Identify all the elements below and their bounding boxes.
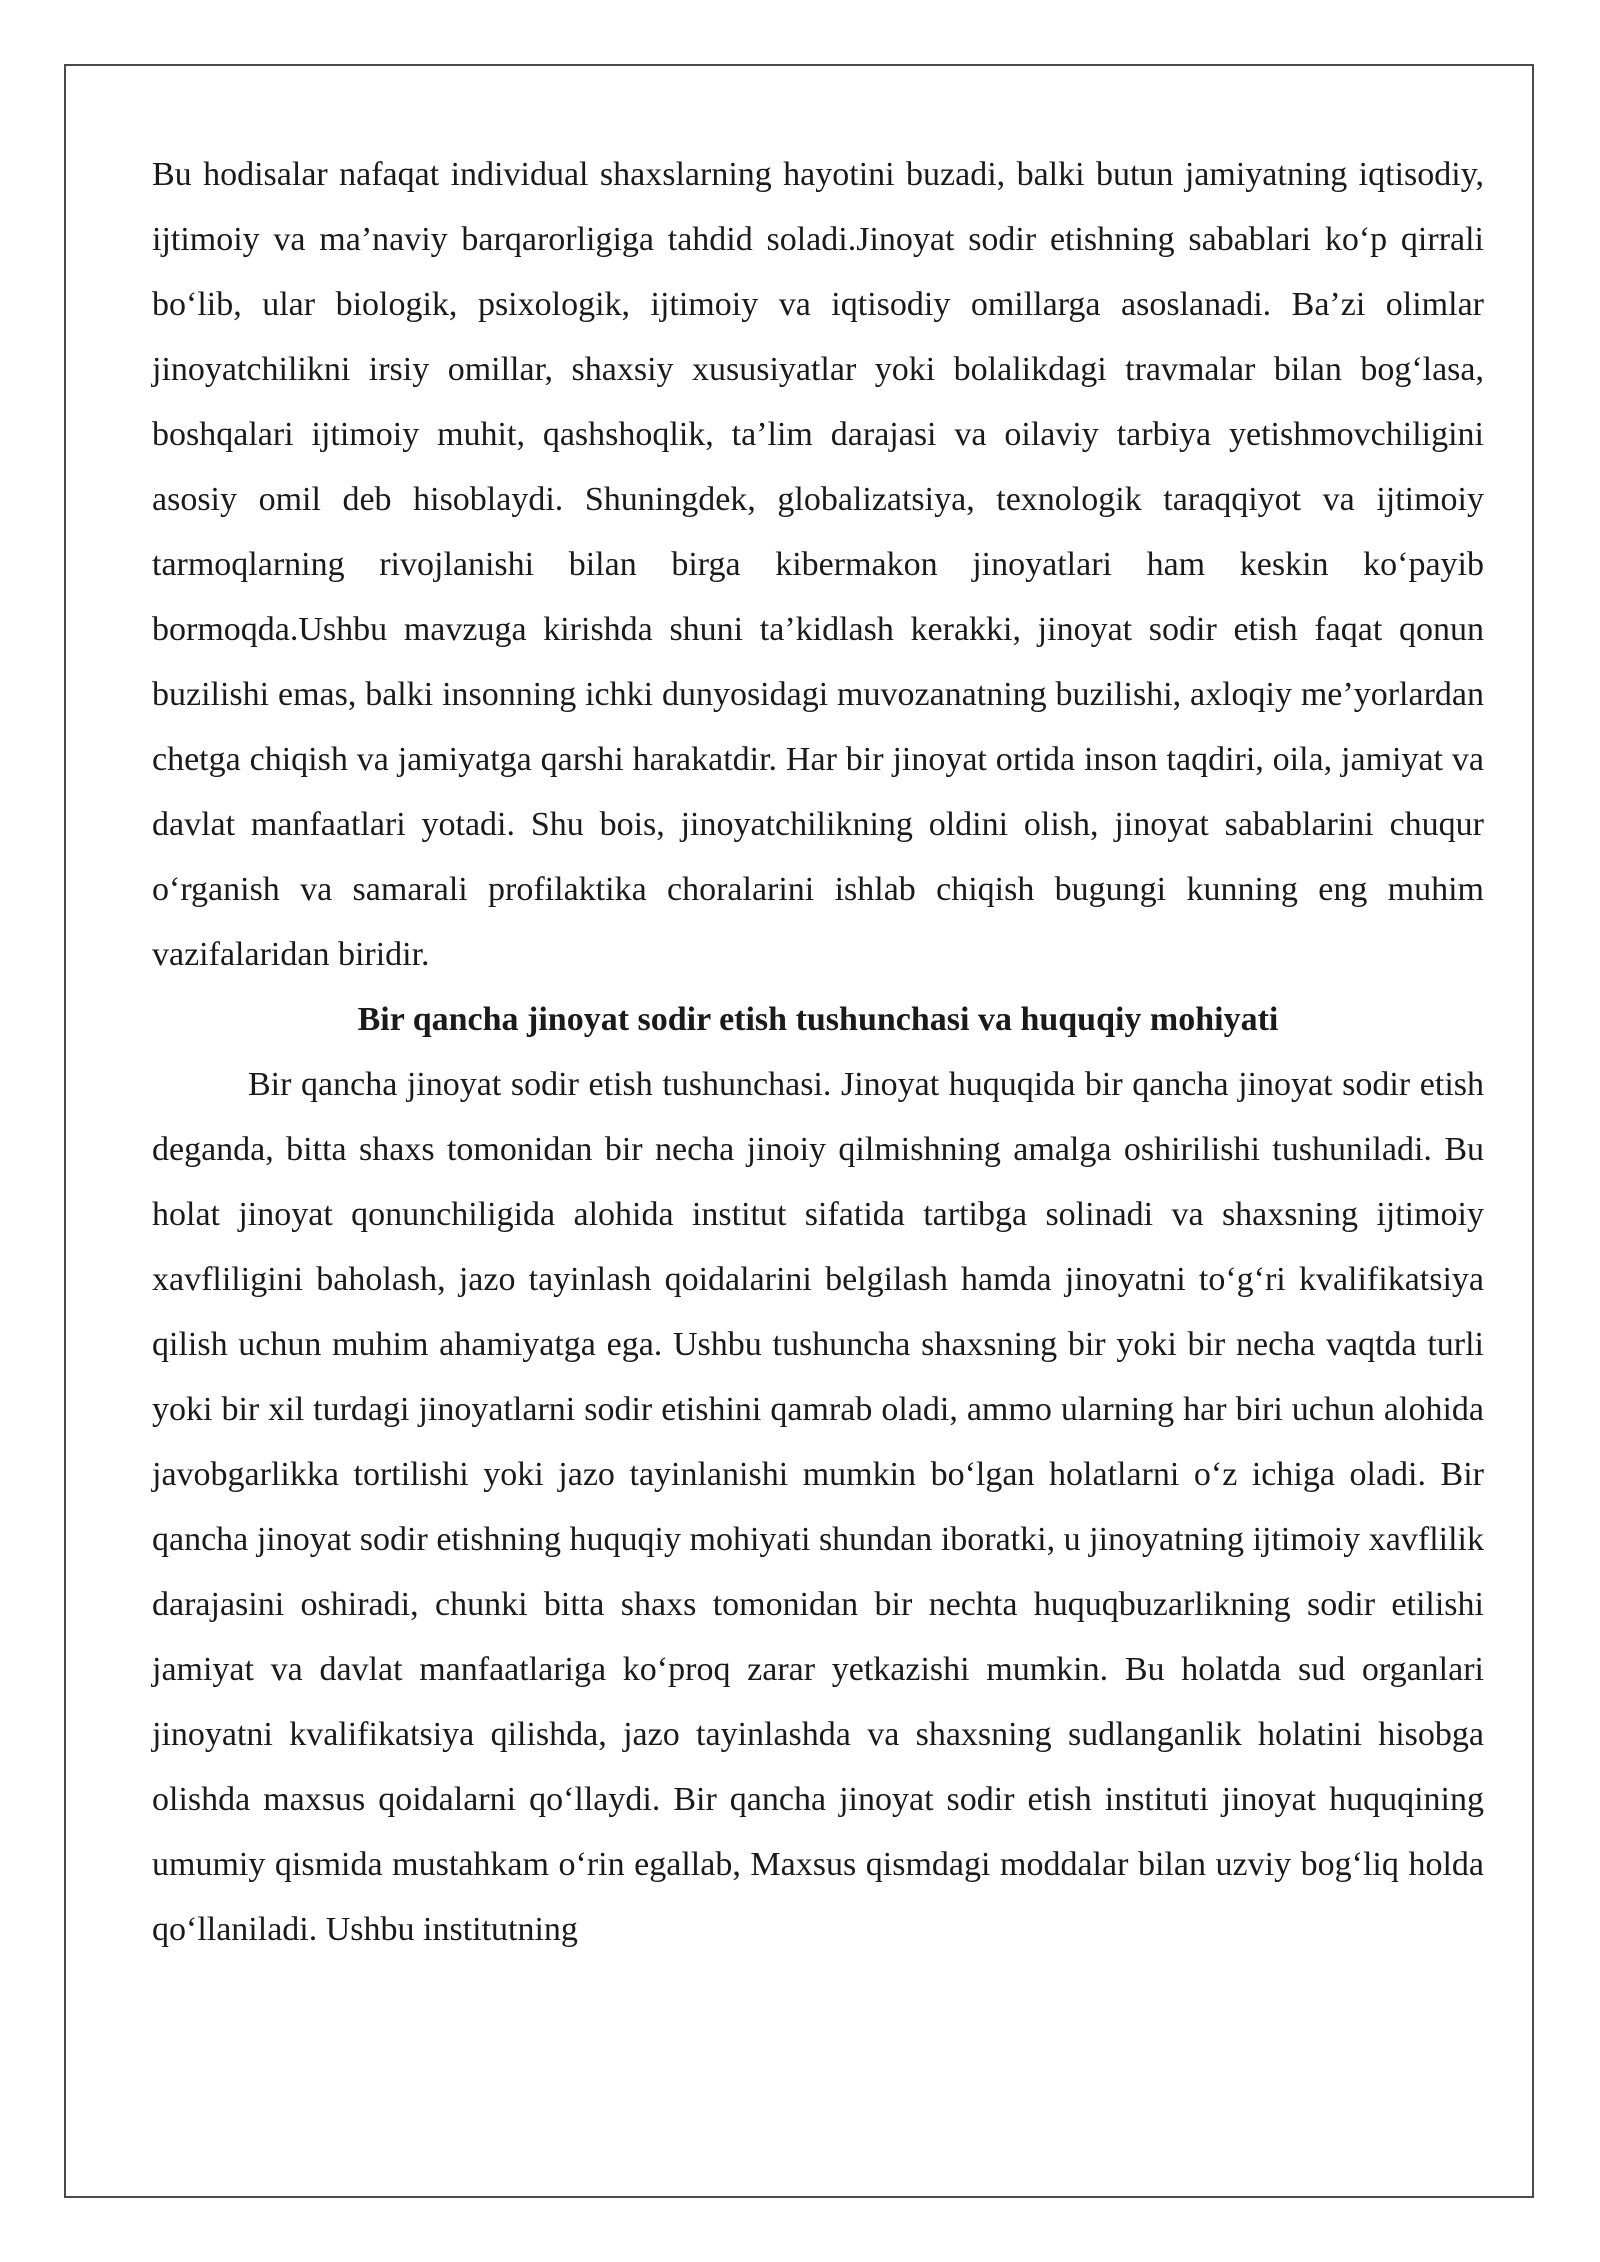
document-body	[152, 142, 1484, 1962]
section-heading: Bir qancha jinoyat sodir etish tushunchasi va huquqiy mohiyati	[357, 1001, 1279, 1038]
body-paragraph-concept: Bir qancha jinoyat sodir etish tushunchasi. Jinoyat huquqida bir qancha jinoyat sodir etish deganda, bitta shaxs tomonidan bir necha jinoiy qilmishning amalga oshirilishi tushuniladi. Bu holat jinoyat qonunchiligida alohida institut sifatida tartibga solinadi va shaxsning ijtimoiy xavfliligini baholash, jazo tayinlash qoidalarini belgilash hamda jinoyatni to‘g‘ri kvalifikatsiya qilish uchun muhim ahamiyatga ega. Ushbu tushuncha shaxsning bir yoki bir necha vaqtda turli yoki bir xil turdagi jinoyatlarni sodir etishini qamrab oladi, ammo ularning har biri uchun alohida javobgarlikka tortilishi yoki jazo tayinlanishi mumkin bo‘lgan holatlarni o‘z ichiga oladi. Bir qancha jinoyat sodir etishning huquqiy mohiyati shundan iboratki, u jinoyatning ijtimoiy xavflilik darajasini oshiradi, chunki bitta shaxs tomonidan bir nechta huquqbuzarlikning sodir etilishi jamiyat va davlat manfaatlariga ko‘proq zarar yetkazishi mumkin. Bu holatda sud organlari jinoyatni kvalifikatsiya qilishda, jazo tayinlashda va shaxsning sudlanganlik holatini hisobga olishda maxsus qoidalarni qo‘llaydi. Bir qancha jinoyat sodir etish instituti jinoyat huquqining umumiy qismida mustahkam o‘rin egallab, Maxsus qismdagi moddalar bilan uzviy bog‘liq holda qo‘llaniladi. Ushbu institutning	[152, 1066, 1484, 1948]
body-paragraph-intro: Bu hodisalar nafaqat individual shaxslarning hayotini buzadi, balki butun jamiyatning iqtisodiy, ijtimoiy va ma’naviy barqarorligiga tahdid soladi.Jinoyat sodir etishning sabablari ko‘p qirrali bo‘lib, ular biologik, psixologik, ijtimoiy va iqtisodiy omillarga asoslanadi. Ba’zi olimlar jinoyatchilikni irsiy omillar, shaxsiy xususiyatlar yoki bolalikdagi travmalar bilan bog‘lasa, boshqalari ijtimoiy muhit, qashshoqlik, ta’lim darajasi va oilaviy tarbiya yetishmovchiligini asosiy omil deb hisoblaydi. Shuningdek, globalizatsiya, texnologik taraqqiyot va ijtimoiy tarmoqlarning rivojlanishi bilan birga kibermakon jinoyatlari ham keskin ko‘payib bormoqda.Ushbu mavzuga kirishda shuni ta’kidlash kerakki, jinoyat sodir etish faqat qonun buzilishi emas, balki insonning ichki dunyosidagi muvozanatning buzilishi, axloqiy me’yorlardan chetga chiqish va jamiyatga qarshi harakatdir. Har bir jinoyat ortida inson taqdiri, oila, jamiyat va davlat manfaatlari yotadi. Shu bois, jinoyatchilikning oldini olish, jinoyat sabablarini chuqur o‘rganish va samarali profilaktika choralarini ishlab chiqish bugungi kunning eng muhim vazifalaridan biridir.	[152, 156, 1484, 973]
